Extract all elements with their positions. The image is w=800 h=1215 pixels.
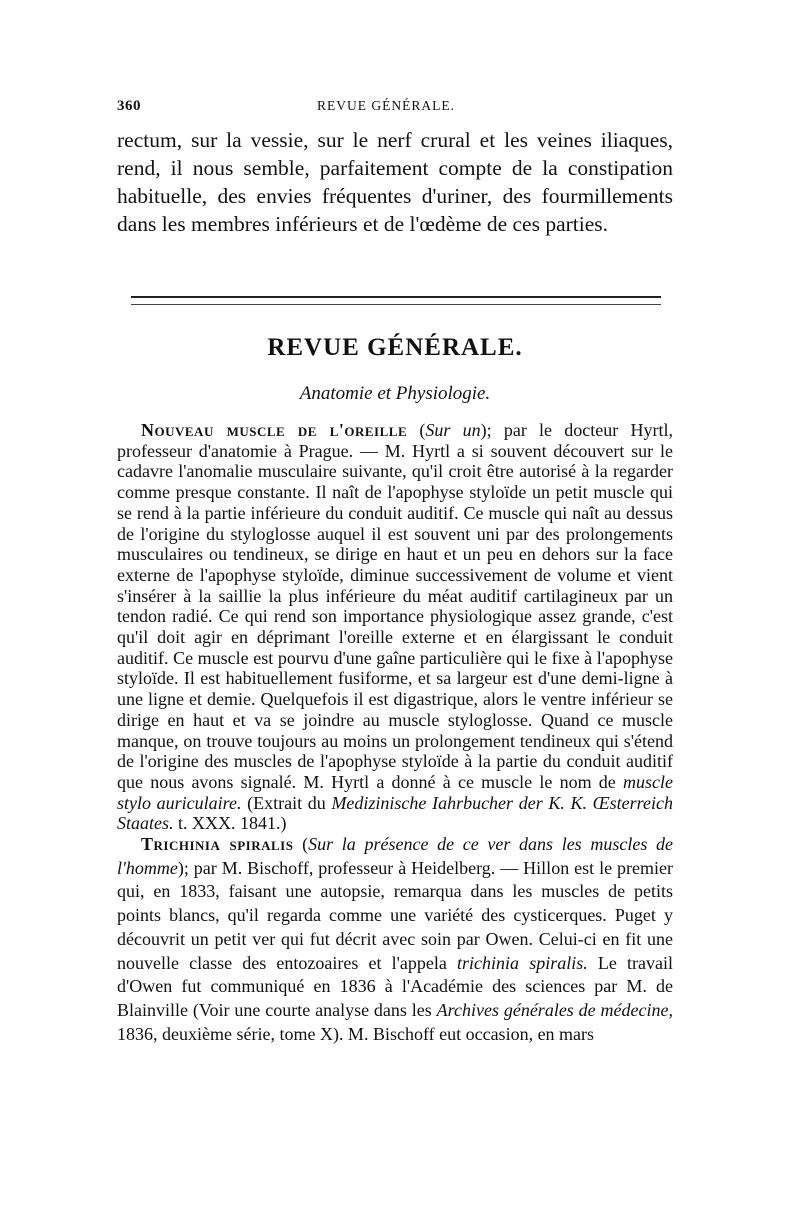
page-header [117,98,673,122]
article-paragraph: Nouveau muscle de l'oreille (Sur un); par le docteur Hyrtl, professeur d'anatomie à Prague. — M. Hyrtl a si souvent découvert sur le cadavre l'anomalie musculaire suivante, qu'il croit être autorisé à la regarder comme presque constante. Il naît de l'apophyse styloïde un petit muscle qui se rend à la partie inférieure du conduit auditif. Ce muscle qui naît au dessus de l'origine du styloglosse auquel il est souvent uni par des prolongements musculaires ou tendineux, se dirige en haut et un peu en dehors sur la face externe de l'apophyse styloïde, diminue successivement de volume et vient s'insérer à la saillie la plus inférieure du méat auditif cartilagineux par un tendon radié. Ce qui rend son importance physiologique assez grande, c'est qu'il doit agir en déprimant l'oreille externe et en élargissant le conduit auditif. Ce muscle est pourvu d'une gaîne particulière qui le fixe à l'apophyse styloïde. Il est habituellement fusiforme, et sa largeur est d'une demi-ligne à une ligne et demie. Quelquefois il est digastrique, alors le ventre inférieur se dirige en haut et va se joindre au muscle styloglosse. Quand ce muscle manque, on trouve toujours au moins un prolongement tendineux qui s'étend de l'origine des muscles de l'apophyse styloïde à la partie du conduit auditif que nous avons signalé. M. Hyrtl a donné à ce muscle le nom de muscle stylo auriculaire. (Extrait du Medizinische Iahrbucher der K. K. Œsterreich Staates. t. XXX. 1841.) [117,420,674,834]
journal-title: Medizinische Iahrbucher der K. K. Œsterreich Staates. [117,792,673,834]
species-name: trichinia spiralis. [457,952,588,973]
article-paragraph: Trichinia spiralis (Sur la présence de ce ver dans les muscles de l'homme); par M. Bischoff, professeur à Heidelberg. — Hillon est le premier qui, en 1833, faisant une autopsie, remarqua dans les muscles de petits points blancs, qu'il regarda comme une variété des cysticerques. Puget y découvrit un petit ver qui fut décrit avec soin par Owen. Celui-ci en fit une nouvelle classe des entozoaires et l'appela trichinia spiralis. Le travail d'Owen fut communiqué en 1836 à l'Académie des sciences par M. de Blainville (Voir une courte analyse dans les Archives générales de médecine, 1836, deuxième série, tome X). M. Bischoff eut occasion, en mars [117,834,673,1044]
section-title: REVUE GÉNÉRALE. [267,334,523,361]
extract-intro: (Extrait du [241,792,332,813]
subsection-title: Anatomie et Physiologie. [299,383,491,404]
article-heading-paren: Sur un [425,420,481,440]
intro-paragraph [117,126,673,238]
article-mid: Le travail d'Owen fut communiqué en 1836 à l'Académie des sciences par M. de Blainville (Voir une courte analyse dans les [117,952,673,1020]
article-bischoff [117,833,673,1046]
article-lead: ; par le docteur Hyrtl, professeur d'anatomie à Prague. — M. Hyrtl a si souvent découvert sur le cadavre l'anomalie musculaire suivante, qu'il croit être autorisé à la regarder comme presque constante. Il naît de l'apophyse styloïde un petit muscle qui se rend à la partie inférieure du conduit auditif. Ce muscle qui naît au dessus de l'origine du styloglosse auquel il est souvent uni par des prolongements musculaires ou tendineux, se dirige en haut et un peu en dehors sur la face externe de l'apophyse styloïde, diminue successivement de volume et vient s'insérer à la saillie la plus inférieure du méat auditif cartilagineux par un tendon radié. Ce qui rend son importance physiologique assez grande, c'est qu'il doit agir en déprimant l'oreille externe et en élargissant le conduit auditif. Ce muscle est pourvu d'une gaîne particulière qui le fixe à l'apophyse styloïde. Il est habituellement fusiforme, et sa largeur est d'une demi-ligne à une ligne et demie. Quelquefois il est digastrique, alors le ventre inférieur se dirige en haut et va se joindre au muscle styloglosse. Quand ce muscle manque, on trouve toujours au moins un prolongement tendineux qui s'étend de l'origine des muscles de l'apophyse styloïde à la partie du conduit auditif que nous avons signalé. M. Hyrtl a donné à ce muscle le nom de [117,420,673,792]
article-heading: Trichinia spiralis [141,834,294,854]
article-heading-paren: Sur la présence de ce ver dans les muscles de l'homme [117,834,673,878]
section-divider [131,296,661,305]
article-heading: Nouveau muscle de l'oreille [141,420,408,440]
article-end: 1836, deuxième série, tome X). M. Bischoff eut occasion, en mars [117,1023,595,1044]
muscle-name: muscle stylo auriculaire. [117,771,674,813]
article-hyrtl [117,420,673,834]
journal-title: Archives générales de médecine, [436,999,673,1020]
intro-text: rectum, sur la vessie, sur le nerf crural et les veines iliaques, rend, il nous semble, parfaitement compte de la constipation habituelle, des envies fréquentes d'uriner, des fourmillements dans les membres inférieurs et de l'œdème de ces parties. [117,128,673,236]
page-number: 360 [117,98,141,114]
running-head: REVUE GÉNÉRALE. [317,98,455,113]
extract-end: t. XXX. 1841.) [173,813,287,834]
article-lead: ; par M. Bischoff, professeur à Heidelberg. — Hillon est le premier qui, en 1833, faisant une autopsie, remarqua dans les muscles de petits points blancs, qu'il regarda comme une variété des cysticerques. Puget y découvrit un petit ver qui fut décrit avec soin par Owen. Celui-ci en fit une nouvelle classe des entozoaires et l'appela [117,857,673,973]
